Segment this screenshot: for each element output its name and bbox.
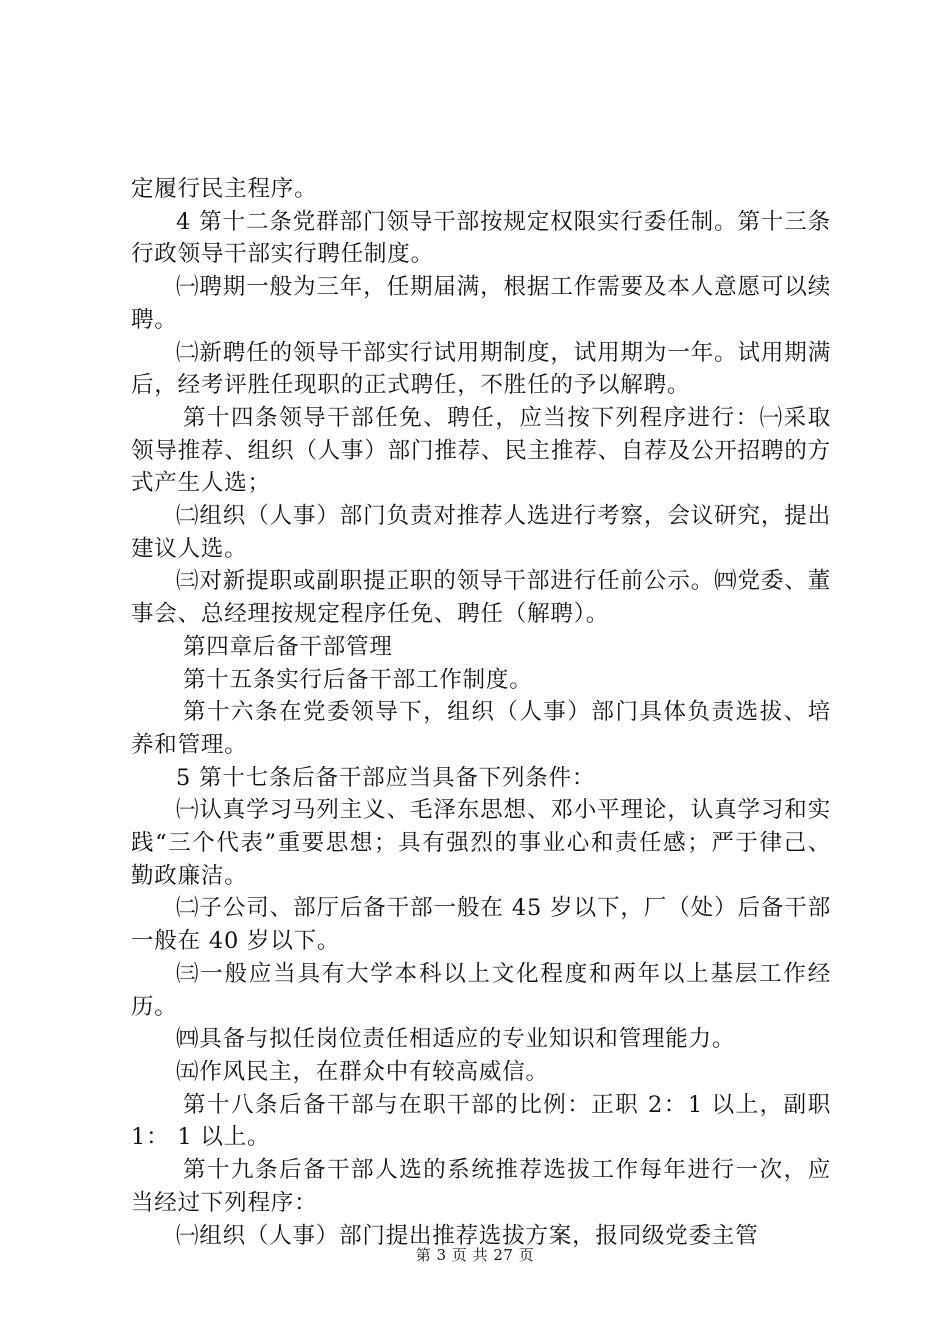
paragraph: ㈠聘期一般为三年，任期届满，根据工作需要及本人意愿可以续聘。	[131, 274, 831, 333]
paragraph: ㈢对新提职或副职提正职的领导干部进行任前公示。㈣党委、董事会、总经理按规定程序任免、聘任（解聘）。	[131, 568, 831, 628]
paragraph: 定履行民主程序。	[131, 176, 318, 202]
paragraph: 第十五条实行后备干部工作制度。	[183, 666, 533, 693]
paragraph: 第十九条后备干部人选的系统推荐选拔工作每年进行一次，应当经过下列程序：	[131, 1157, 831, 1216]
paragraph: ㈠组织（人事）部门提出推荐选拔方案，报同级党委主管	[176, 1222, 759, 1249]
paragraph: 第十八条后备干部与在职干部的比例：正职 2：1 以上，副职 1： 1 以上。	[131, 1091, 831, 1151]
paragraph: ㈢一般应当具有大学本科以上文化程度和两年以上基层工作经历。	[131, 960, 831, 1020]
paragraph: ㈤作风民主，在群众中有较高威信。	[176, 1058, 549, 1085]
page-footer: 第 3 页 共 27 页	[415, 1246, 535, 1264]
paragraph: 5 第十七条后备干部应当具备下列条件：	[176, 764, 596, 791]
paragraph: ㈡新聘任的领导干部实行试用期制度，试用期为一年。试用期满后，经考评胜任现职的正式聘任，不胜任的予以解聘。	[131, 339, 831, 399]
paragraph: 第十四条领导干部任免、聘任，应当按下列程序进行：㈠采取领导推荐、组织（人事）部门推荐、民主推荐、自荐及公开招聘的方式产生人选；	[131, 404, 831, 497]
paragraph: 第十六条在党委领导下，组织（人事）部门具体负责选拔、培养和管理。	[131, 699, 831, 758]
document-body	[131, 173, 831, 1252]
paragraph: ㈣具备与拟任岗位责任相适应的专业知识和管理能力。	[176, 1026, 736, 1053]
paragraph: 4 第十二条党群部门领导干部按规定权限实行委任制。第十三条行政领导干部实行聘任制度。	[131, 208, 831, 268]
paragraph: 第四章后备干部管理	[183, 633, 393, 660]
paragraph: ㈡组织（人事）部门负责对推荐人选进行考察，会议研究，提出建议人选。	[131, 503, 831, 562]
paragraph: ㈡子公司、部厅后备干部一般在 45 岁以下，厂（处）后备干部一般在 40 岁以下。	[131, 895, 831, 955]
paragraph: ㈠认真学习马列主义、毛泽东思想、邓小平理论，认真学习和实践“三个代表”重要思想；具有强烈的事业心和责任感；严于律己、勤政廉洁。	[131, 797, 831, 889]
